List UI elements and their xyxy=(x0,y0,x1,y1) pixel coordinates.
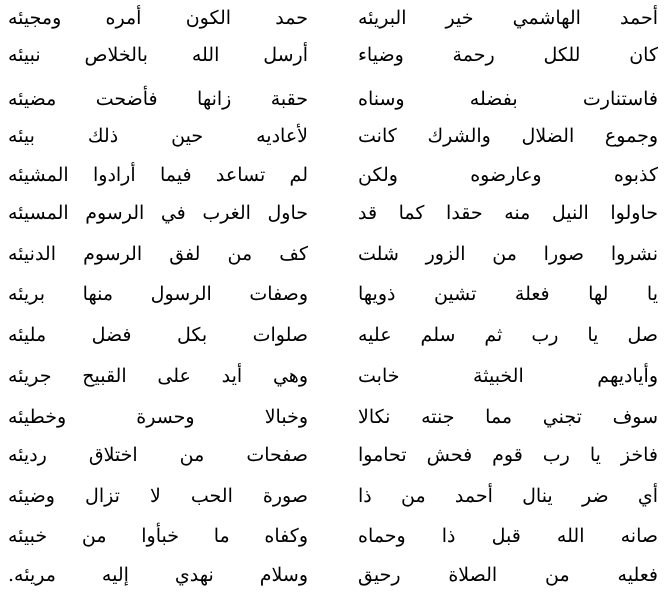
verse-first-hemistich: يا لها فعلة تشين ذويها xyxy=(358,283,658,305)
verse-second-hemistich: وخبالا وحسرة وخطيئه xyxy=(8,406,308,428)
verse-first-hemistich: كذبوه وعارضوه ولكن xyxy=(358,164,658,186)
verse-second-hemistich: حمد الكون أمره ومجيئه xyxy=(8,7,308,29)
verse xyxy=(0,37,666,74)
verse xyxy=(0,518,666,555)
verse-second-hemistich: كف من لفق الرسوم الدنيئه xyxy=(8,243,308,265)
verse-second-hemistich: وسلام نهدي إليه مريئه. xyxy=(8,564,308,586)
verse-second-hemistich: صفحات من اختلاق رديئه xyxy=(8,444,308,466)
verse-second-hemistich: وهي أيد على القبيح جريئه xyxy=(8,365,308,387)
verse-first-hemistich: سوف تجني مما جنته نكالا xyxy=(358,406,658,428)
verse-second-hemistich: صورة الحب لا تزال وضيئه xyxy=(8,485,308,507)
verse-first-hemistich: أي ضر ينال أحمد من ذا xyxy=(358,485,658,507)
verse xyxy=(0,0,666,37)
verse-first-hemistich: كان للكل رحمة وضياء xyxy=(358,44,658,66)
verse xyxy=(0,317,666,354)
verse-first-hemistich: حاولوا النيل منه حقدا كما قد xyxy=(358,202,658,224)
verse-second-hemistich: صلوات بكل فضل مليئه xyxy=(8,324,308,346)
verse-first-hemistich: وجموع الضلال والشرك كانت xyxy=(358,125,658,147)
verse xyxy=(0,195,666,232)
verse-second-hemistich: لأعاديه حين ذلك بيئه xyxy=(8,125,308,147)
verse xyxy=(0,236,666,273)
verse-second-hemistich: وصفات الرسول منها بريئه xyxy=(8,283,308,305)
verse-second-hemistich: أرسل الله بالخلاص نبيئه xyxy=(8,44,308,66)
verse xyxy=(0,81,666,118)
verse-second-hemistich: حاول الغرب في الرسوم المسيئه xyxy=(8,202,308,224)
verse xyxy=(0,478,666,515)
verse-second-hemistich: لم تساعد فيما أرادوا المشيئه xyxy=(8,164,308,186)
verse xyxy=(0,157,666,194)
verse xyxy=(0,118,666,155)
verse-first-hemistich: فعليه من الصلاة رحيق xyxy=(358,564,658,586)
verse xyxy=(0,399,666,436)
verse-second-hemistich: حقبة زانها فأضحت مضيئه xyxy=(8,88,308,110)
verse-first-hemistich: أحمد الهاشمي خير البريئه xyxy=(358,7,658,29)
verse xyxy=(0,557,666,594)
verse-first-hemistich: فاخز يا رب قوم فحش تحاموا xyxy=(358,444,658,466)
verse xyxy=(0,437,666,474)
verse-first-hemistich: نشروا صورا من الزور شلت xyxy=(358,243,658,265)
verse-first-hemistich: صانه الله قبل ذا وحماه xyxy=(358,525,658,547)
verse-first-hemistich: فاستنارت بفضله وسناه xyxy=(358,88,658,110)
verse xyxy=(0,276,666,313)
verse-first-hemistich: وأياديهم الخبيثة خابت xyxy=(358,365,658,387)
verse xyxy=(0,358,666,395)
verse-second-hemistich: وكفاه ما خبأوا من خبيئه xyxy=(8,525,308,547)
verse-first-hemistich: صل يا رب ثم سلم عليه xyxy=(358,324,658,346)
